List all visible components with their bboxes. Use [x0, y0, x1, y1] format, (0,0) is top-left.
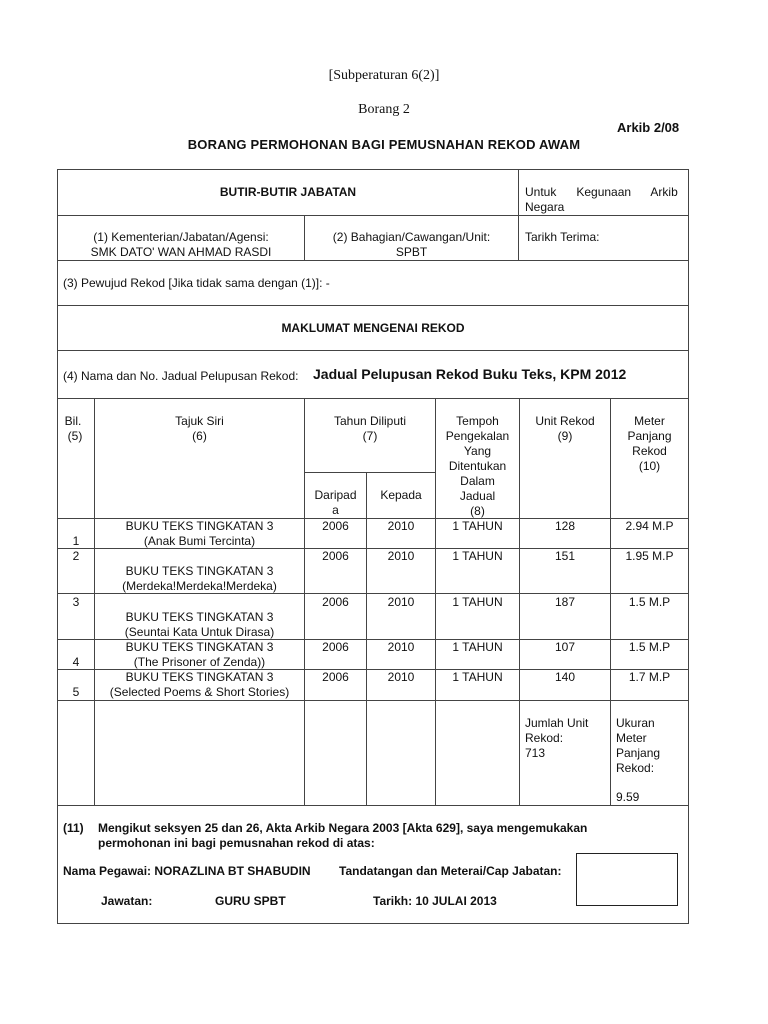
total-units-label: Jumlah Unit — [525, 716, 589, 730]
row-from: 2006 — [322, 519, 349, 533]
archive-use-label-2: Negara — [525, 200, 565, 214]
received-date-label: Tarikh Terima: — [525, 230, 600, 244]
row-meters: 1.95 M.P — [625, 549, 674, 563]
position-value: GURU SPBT — [215, 894, 286, 908]
position-label: Jawatan: — [101, 894, 153, 908]
records-heading: MAKLUMAT MENGENAI REKOD — [281, 321, 465, 335]
row-to: 2010 — [387, 670, 415, 684]
row-title-sub: (Anak Bumi Tercinta) — [143, 534, 256, 548]
col-retention-1: Tempoh — [456, 414, 499, 428]
col-retention-2: Pengekalan — [445, 429, 510, 443]
subregulation: [Subperaturan 6(2)] — [328, 68, 440, 83]
dept-heading: BUTIR-BUTIR JABATAN — [219, 185, 357, 199]
schedule-value: Jadual Pelupusan Rekod Buku Teks, KPM 2012 — [313, 366, 627, 382]
row-from: 2006 — [322, 670, 349, 684]
row-bil: 1 — [72, 534, 80, 548]
row-bil: 5 — [72, 685, 80, 699]
total-meter-label-3: Panjang — [616, 746, 661, 760]
signature-box[interactable] — [576, 853, 678, 906]
total-units-value: 713 — [525, 746, 546, 760]
total-units-label-2: Rekod: — [525, 731, 564, 745]
col-unit: Unit Rekod — [535, 414, 595, 428]
row-to: 2010 — [387, 595, 415, 609]
col-unit-no: (9) — [557, 429, 573, 443]
col-bil: Bil. — [64, 414, 82, 428]
row-from: 2006 — [322, 549, 349, 563]
col-retention-6: Jadual — [459, 489, 496, 503]
total-meter-value: 9.59 — [616, 790, 640, 804]
col-years-no: (7) — [362, 429, 378, 443]
col-meter-1: Meter — [634, 414, 665, 428]
col-meter-4: (10) — [638, 459, 661, 473]
declaration-number: (11) — [63, 821, 84, 835]
row-units: 187 — [554, 595, 576, 609]
archive-use-label: Untuk Kegunaan Arkib — [525, 185, 678, 199]
declaration-line-1: Mengikut seksyen 25 dan 26, Akta Arkib Negara 2003 [Akta 629], saya mengemukakan — [98, 821, 588, 835]
schedule-label: (4) Nama dan No. Jadual Pelupusan Rekod: — [63, 369, 299, 383]
row-bil: 2 — [72, 549, 80, 563]
row-from: 2006 — [322, 640, 349, 654]
division-value: SPBT — [395, 245, 428, 259]
total-meter-label-2: Meter — [616, 731, 647, 745]
division-label: (2) Bahagian/Cawangan/Unit: — [332, 230, 491, 244]
declaration-line-2: permohonan ini bagi pemusnahan rekod di atas: — [98, 836, 375, 850]
declaration-date: Tarikh: 10 JULAI 2013 — [373, 894, 497, 908]
form-title: BORANG PERMOHONAN BAGI PEMUSNAHAN REKOD AWAM — [187, 137, 581, 152]
row-meters: 1.7 M.P — [628, 670, 671, 684]
row-retention: 1 TAHUN — [452, 670, 503, 684]
signature-label: Tandatangan dan Meterai/Cap Jabatan: — [339, 864, 562, 878]
col-from: Daripad — [314, 488, 357, 502]
archive-code: Arkib 2/08 — [617, 120, 680, 135]
col-retention-3: Yang — [463, 444, 492, 458]
ministry-label: (1) Kementerian/Jabatan/Agensi: — [93, 230, 269, 244]
records-creator: (3) Pewujud Rekod [Jika tidak sama dengan (1)]: - — [63, 276, 330, 290]
officer-name: Nama Pegawai: NORAZLINA BT SHABUDIN — [63, 864, 311, 878]
col-years: Tahun Diliputi — [333, 414, 407, 428]
col-bil-no: (5) — [67, 429, 83, 443]
row-from: 2006 — [322, 595, 349, 609]
ministry-value: SMK DATO' WAN AHMAD RASDI — [90, 245, 272, 259]
row-title: BUKU TEKS TINGKATAN 3 — [125, 670, 274, 684]
row-retention: 1 TAHUN — [452, 595, 503, 609]
col-to: Kepada — [380, 488, 422, 502]
row-to: 2010 — [387, 549, 415, 563]
row-meters: 2.94 M.P — [625, 519, 674, 533]
col-meter-2: Panjang — [627, 429, 672, 443]
row-to: 2010 — [387, 640, 415, 654]
row-title: BUKU TEKS TINGKATAN 3 — [125, 610, 274, 624]
form-number: Borang 2 — [358, 102, 410, 117]
col-title: Tajuk Siri — [175, 414, 224, 428]
row-retention: 1 TAHUN — [452, 549, 503, 563]
row-bil: 3 — [72, 595, 80, 609]
row-to: 2010 — [387, 519, 415, 533]
row-title: BUKU TEKS TINGKATAN 3 — [125, 640, 274, 654]
row-title-sub: (Merdeka!Merdeka!Merdeka) — [122, 579, 277, 593]
row-meters: 1.5 M.P — [628, 595, 671, 609]
row-title-sub: (The Prisoner of Zenda)) — [133, 655, 266, 669]
col-meter-3: Rekod — [632, 444, 667, 458]
row-bil: 4 — [72, 655, 80, 669]
row-title-sub: (Seuntai Kata Untuk Dirasa) — [124, 625, 275, 639]
row-meters: 1.5 M.P — [628, 640, 671, 654]
col-retention-7: (8) — [470, 504, 485, 518]
row-units: 107 — [554, 640, 576, 654]
row-units: 128 — [554, 519, 576, 533]
col-from-2: a — [332, 503, 339, 517]
row-title: BUKU TEKS TINGKATAN 3 — [125, 519, 274, 533]
row-units: 151 — [554, 549, 576, 563]
row-title: BUKU TEKS TINGKATAN 3 — [125, 564, 274, 578]
row-retention: 1 TAHUN — [452, 640, 503, 654]
total-meter-label-4: Rekod: — [616, 761, 655, 775]
col-retention-5: Dalam — [460, 474, 495, 488]
col-title-no: (6) — [192, 429, 207, 443]
row-retention: 1 TAHUN — [452, 519, 503, 533]
row-title-sub: (Selected Poems & Short Stories) — [109, 685, 290, 699]
total-meter-label-1: Ukuran — [616, 716, 655, 730]
row-units: 140 — [554, 670, 576, 684]
col-retention-4: Ditentukan — [448, 459, 507, 473]
